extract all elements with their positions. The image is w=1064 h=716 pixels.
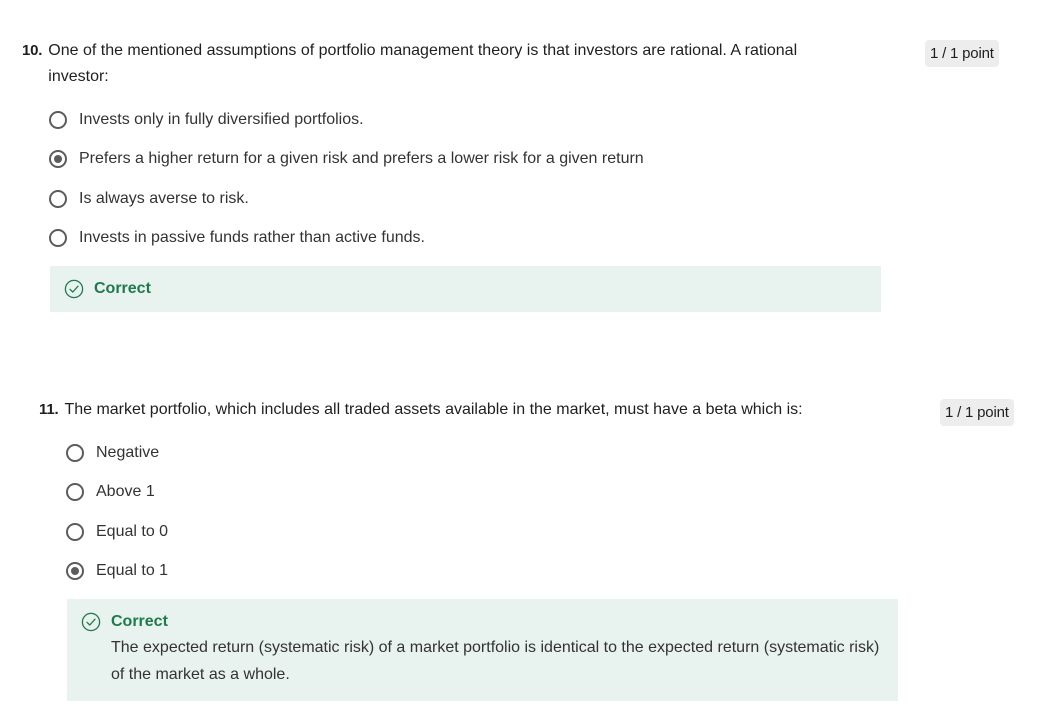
feedback-title: Correct [94, 280, 151, 297]
option-1[interactable] [49, 100, 1022, 140]
radio-icon[interactable] [49, 190, 67, 208]
option-label[interactable]: Negative [96, 443, 160, 461]
option-3[interactable] [49, 179, 1022, 219]
feedback-header [81, 612, 884, 632]
radio-icon[interactable] [66, 562, 84, 580]
options-list [66, 433, 1039, 591]
feedback-explanation: The expected return (systematic risk) of a market portfolio is identical to the expected return (systematic risk) of the market as a whole. [111, 639, 880, 683]
feedback-box [50, 266, 881, 312]
feedback-title: Correct [111, 613, 168, 630]
option-label[interactable]: Is always averse to risk. [79, 189, 249, 207]
feedback-header [64, 279, 867, 299]
option-3[interactable] [66, 512, 1039, 552]
question-number: 11. [39, 401, 59, 418]
radio-icon[interactable] [66, 523, 84, 541]
question-number: 10. [22, 42, 43, 59]
options-list [49, 100, 1022, 258]
option-label[interactable]: Invests in passive funds rather than active funds. [79, 229, 425, 247]
option-label[interactable]: Above 1 [96, 483, 155, 501]
radio-icon[interactable] [49, 229, 67, 247]
radio-icon[interactable] [66, 483, 84, 501]
radio-icon[interactable] [49, 150, 67, 168]
check-circle-icon [64, 279, 84, 299]
radio-icon[interactable] [66, 444, 84, 462]
question-header [22, 38, 1022, 90]
question-11 [39, 397, 1039, 701]
option-4[interactable] [66, 552, 1039, 592]
question-header [39, 397, 1039, 423]
option-label[interactable]: Invests only in fully diversified portfolios. [79, 110, 364, 128]
option-1[interactable] [66, 433, 1039, 473]
question-text: One of the mentioned assumptions of portfolio management theory is that investors are rational. A rational investor: [48, 42, 798, 85]
option-label[interactable]: Prefers a higher return for a given risk and prefers a lower risk for a given return [79, 150, 644, 168]
option-2[interactable] [49, 140, 1022, 180]
option-label[interactable]: Equal to 0 [96, 522, 169, 540]
feedback-box [67, 599, 898, 701]
option-4[interactable] [49, 219, 1022, 259]
points-badge: 1 / 1 point [925, 40, 999, 67]
option-2[interactable] [66, 473, 1039, 513]
check-circle-icon [81, 612, 101, 632]
points-badge: 1 / 1 point [940, 399, 1014, 426]
question-text: The market portfolio, which includes all traded assets available in the market, must have a beta which is: [64, 401, 803, 418]
option-label[interactable]: Equal to 1 [96, 562, 169, 580]
question-10 [22, 38, 1022, 312]
radio-icon[interactable] [49, 111, 67, 129]
